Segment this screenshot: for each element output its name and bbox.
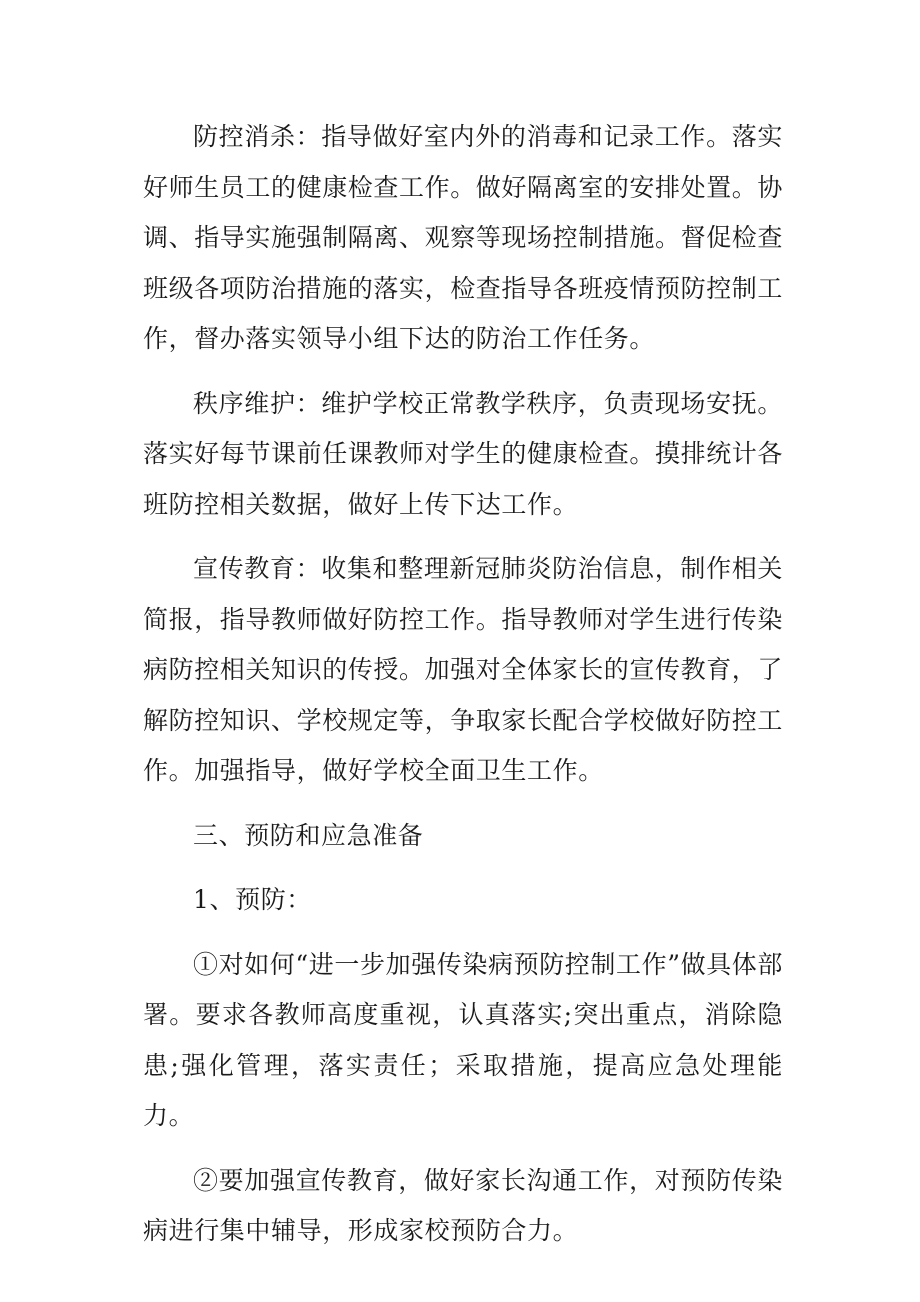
paragraph-order-maintenance: 秩序维护：维护学校正常教学秩序，负责现场安抚。落实好每节课前任课教师对学生的健康检查。摸排统计各班防控相关数据，做好上传下达工作。 xyxy=(143,388,784,519)
subsection-heading-prevention: 1、预防： xyxy=(193,885,312,914)
paragraph-publicity-education: 宣传教育：收集和整理新冠肺炎防治信息，制作相关简报，指导教师做好防控工作。指导教师对学生进行传染病防控相关知识的传授。加强对全体家长的宣传教育，了解防控知识、学校规定等，争取家长配合学校做好防控工作。加强指导，做好学校全面卫生工作。 xyxy=(143,554,784,785)
list-item-deployment: ①对如何“进一步加强传染病预防控制工作”做具体部署。要求各教师高度重视，认真落实;突出重点，消除隐患;强化管理，落实责任；采取措施，提高应急处理能力。 xyxy=(143,949,783,1130)
document-body xyxy=(143,112,783,1271)
list-item-home-school: ②要加强宣传教育，做好家长沟通工作，对预防传染病进行集中辅导，形成家校预防合力。 xyxy=(143,1165,783,1245)
section-heading-prevention: 三、预防和应急准备 xyxy=(193,820,424,850)
paragraph-disinfection: 防控消杀：指导做好室内外的消毒和记录工作。落实好师生员工的健康检查工作。做好隔离室的安排处置。协调、指导实施强制隔离、观察等现场控制措施。督促检查班级各项防治措施的落实，检查指导各班疫情预防控制工作，督办落实领导小组下达的防治工作任务。 xyxy=(143,122,784,353)
